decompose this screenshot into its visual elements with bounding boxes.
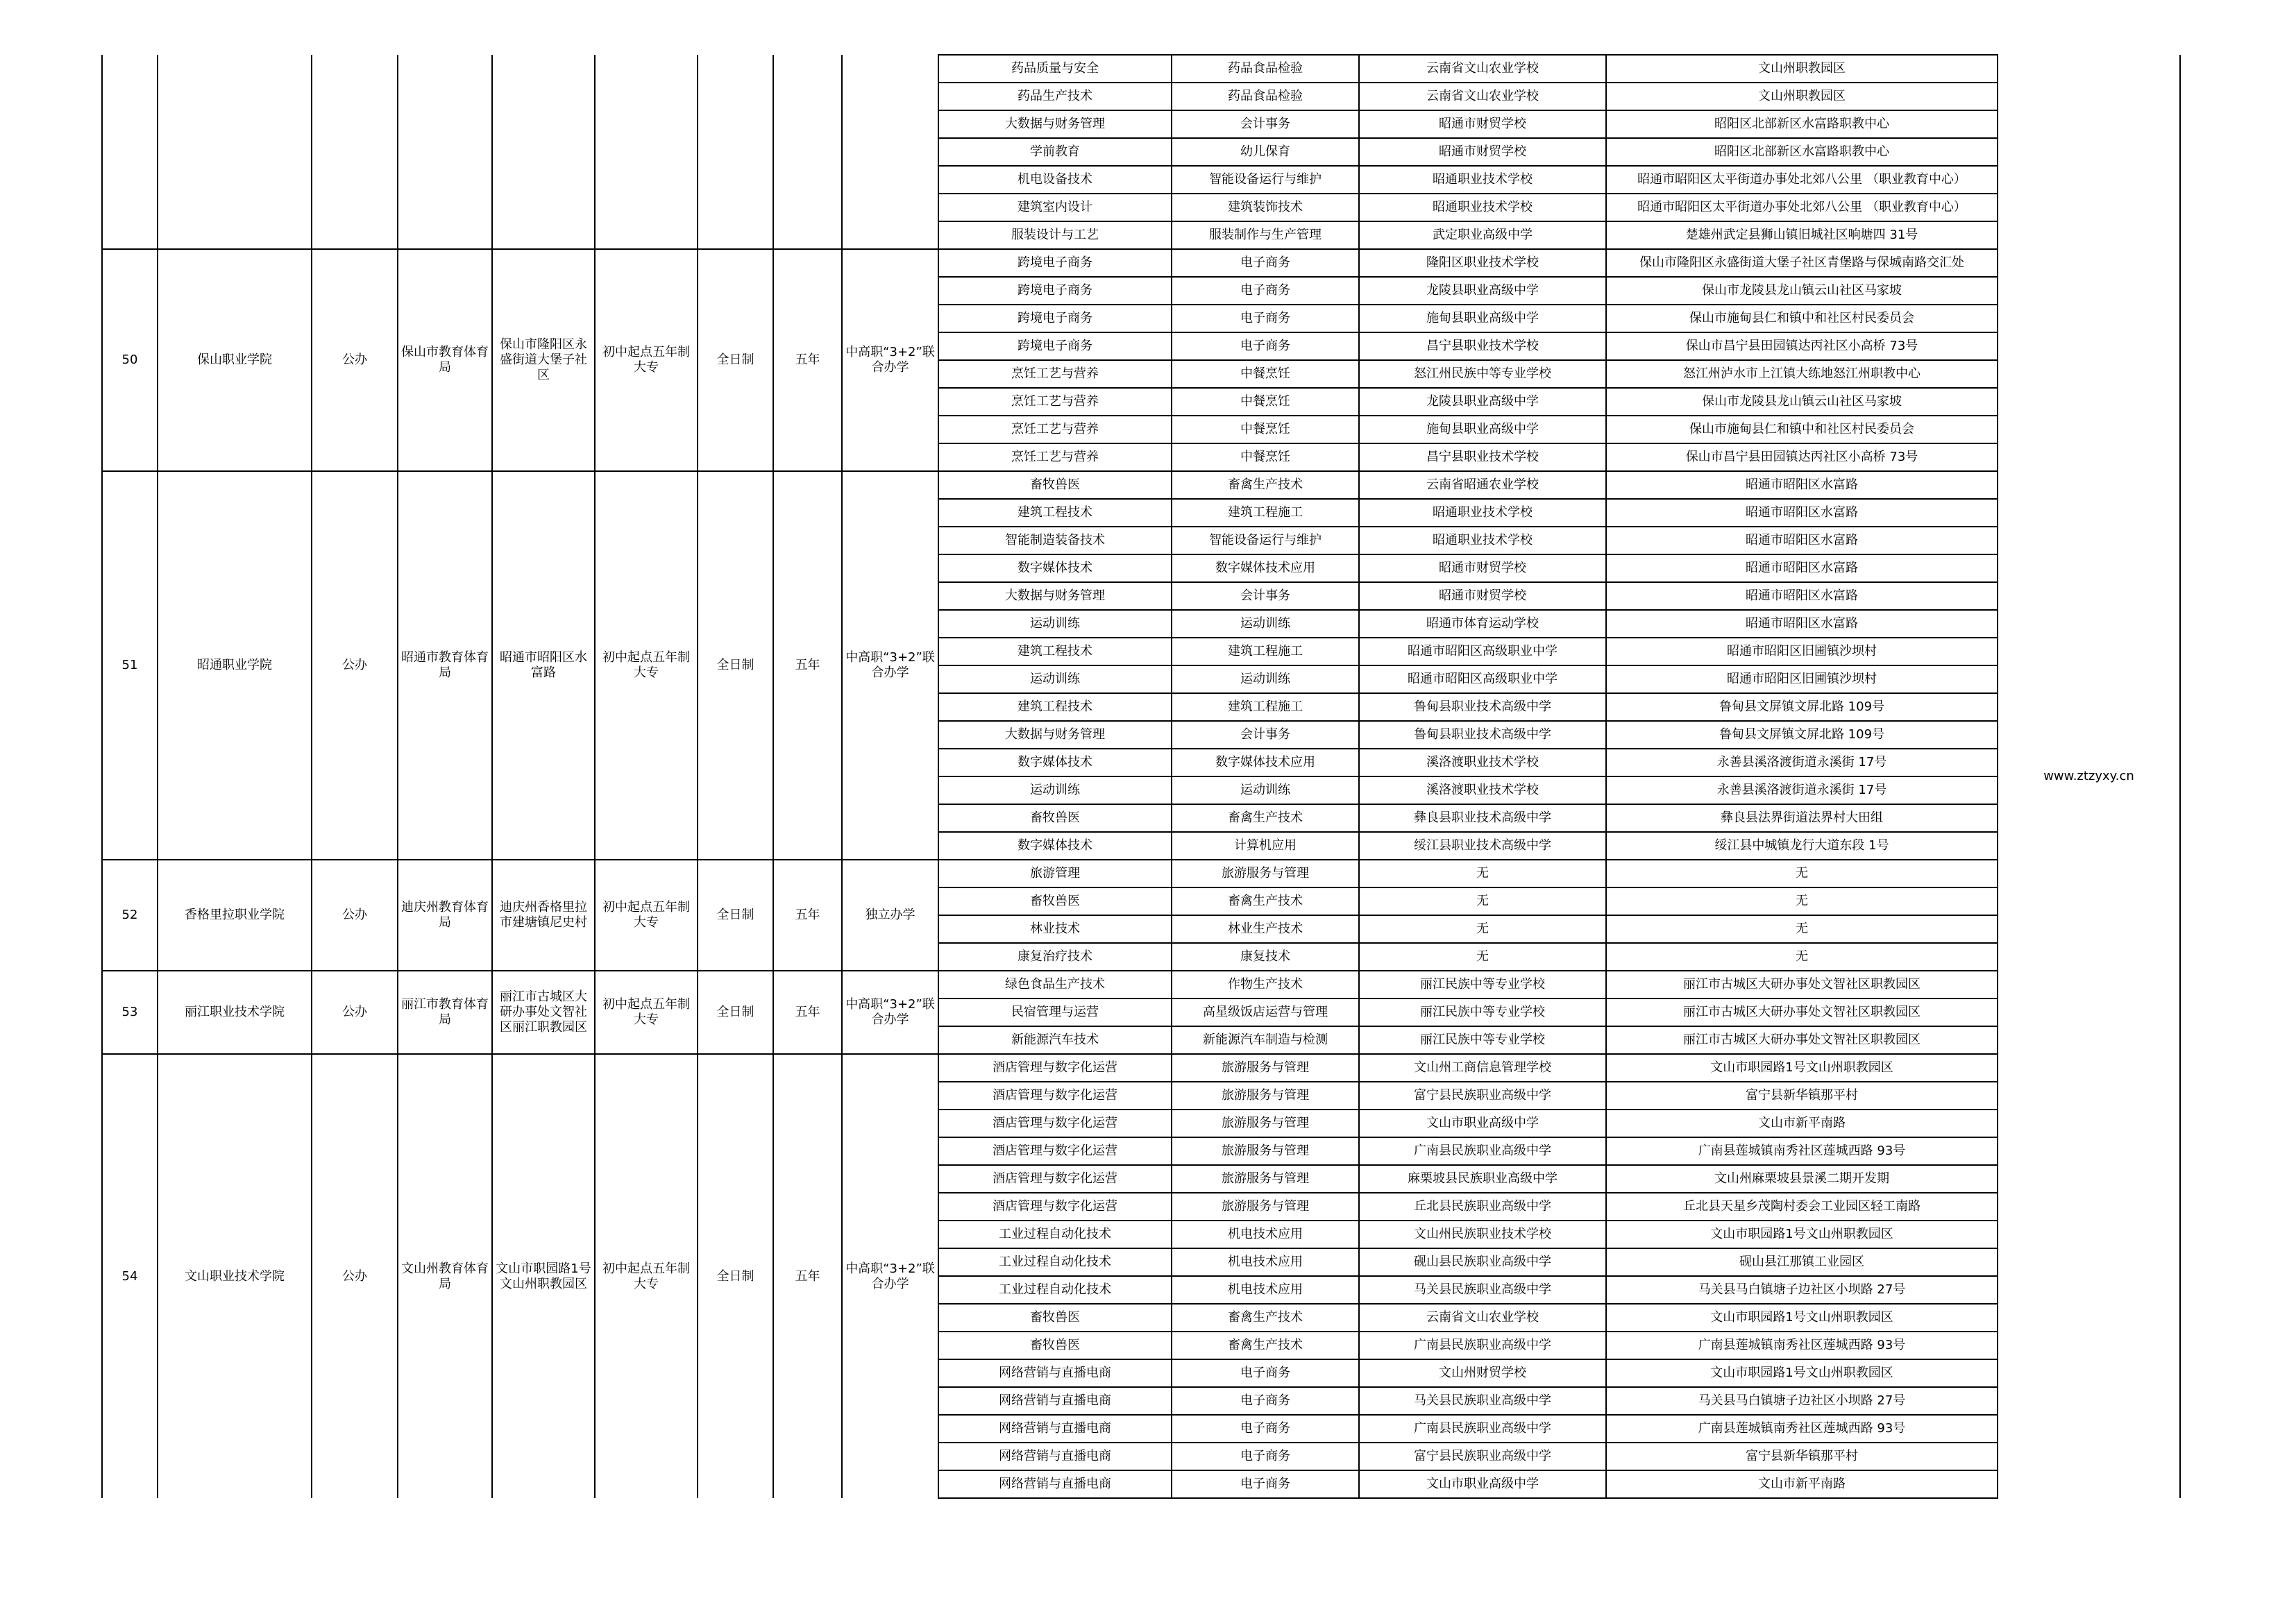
major-cell: 网络营销与直播电商	[938, 1443, 1172, 1470]
secondary-major-cell: 畜禽生产技术	[1172, 887, 1359, 915]
secondary-major-cell: 康复技术	[1172, 943, 1359, 971]
partner-address-cell: 昭通市昭阳区水富路	[1606, 610, 1998, 638]
school-id-cell	[102, 55, 158, 249]
major-cell: 康复治疗技术	[938, 943, 1172, 971]
partner-school-cell: 彝良县职业技术高级中学	[1359, 804, 1606, 832]
major-cell: 畜牧兽医	[938, 1332, 1172, 1359]
partner-school-cell: 昭通职业技术学校	[1359, 166, 1606, 194]
partner-school-cell: 云南省文山农业学校	[1359, 1304, 1606, 1332]
major-cell: 烹饪工艺与营养	[938, 443, 1172, 471]
major-cell: 建筑室内设计	[938, 194, 1172, 221]
partner-address-cell: 昭通市昭阳区旧圃镇沙坝村	[1606, 638, 1998, 665]
secondary-major-cell: 机电技术应用	[1172, 1248, 1359, 1276]
major-cell: 工业过程自动化技术	[938, 1276, 1172, 1304]
school-type-cell: 公办	[312, 249, 398, 471]
table-row	[102, 860, 2180, 887]
school-address-cell	[492, 55, 595, 249]
duration-cell: 五年	[773, 1054, 842, 1498]
school-name-cell: 丽江职业技术学院	[158, 971, 312, 1054]
major-cell: 网络营销与直播电商	[938, 1359, 1172, 1387]
major-cell: 工业过程自动化技术	[938, 1248, 1172, 1276]
secondary-major-cell: 数字媒体技术应用	[1172, 749, 1359, 776]
secondary-major-cell: 运动训练	[1172, 665, 1359, 693]
school-type-cell	[312, 55, 398, 249]
duration-cell: 五年	[773, 971, 842, 1054]
partner-address-cell: 文山市职园路1号文山州职教园区	[1606, 1304, 1998, 1332]
secondary-major-cell: 旅游服务与管理	[1172, 1054, 1359, 1082]
major-cell: 林业技术	[938, 915, 1172, 943]
study-mode-cell: 全日制	[698, 249, 773, 471]
partner-school-cell: 无	[1359, 887, 1606, 915]
table-row	[102, 471, 2180, 499]
authority-cell: 保山市教育体育局	[398, 249, 492, 471]
partner-address-cell: 马关县马白镇塘子边社区小坝路 27号	[1606, 1387, 1998, 1415]
partner-address-cell: 彝良县法界街道法界村大田组	[1606, 804, 1998, 832]
cooperation-cell: 中高职“3+2”联合办学	[842, 249, 938, 471]
partner-address-cell: 文山市职园路1号文山州职教园区	[1606, 1054, 1998, 1082]
major-cell: 建筑工程技术	[938, 638, 1172, 665]
partner-address-cell: 保山市龙陵县龙山镇云山社区马家坡	[1606, 388, 1998, 416]
partner-school-cell: 怒江州民族中等专业学校	[1359, 360, 1606, 388]
partner-address-cell: 保山市昌宁县田园镇达丙社区小高桥 73号	[1606, 443, 1998, 471]
partner-address-cell: 丽江市古城区大研办事处文智社区职教园区	[1606, 1026, 1998, 1054]
authority-cell: 文山州教育体育局	[398, 1054, 492, 1498]
partner-address-cell: 无	[1606, 943, 1998, 971]
partner-address-cell: 文山州麻栗坡县景溪二期开发期	[1606, 1165, 1998, 1193]
level-cell: 初中起点五年制大专	[595, 471, 698, 860]
partner-school-cell: 麻栗坡县民族职业高级中学	[1359, 1165, 1606, 1193]
school-type-cell: 公办	[312, 471, 398, 860]
secondary-major-cell: 建筑工程施工	[1172, 638, 1359, 665]
major-cell: 跨境电子商务	[938, 277, 1172, 305]
partner-address-cell: 无	[1606, 915, 1998, 943]
school-type-cell: 公办	[312, 860, 398, 971]
secondary-major-cell: 旅游服务与管理	[1172, 1137, 1359, 1165]
partner-address-cell: 丽江市古城区大研办事处文智社区职教园区	[1606, 999, 1998, 1026]
major-cell: 网络营销与直播电商	[938, 1470, 1172, 1498]
major-cell: 酒店管理与数字化运营	[938, 1110, 1172, 1137]
partner-school-cell: 丽江民族中等专业学校	[1359, 1026, 1606, 1054]
partner-address-cell: 文山市职园路1号文山州职教园区	[1606, 1359, 1998, 1387]
secondary-major-cell: 高星级饭店运营与管理	[1172, 999, 1359, 1026]
major-cell: 烹饪工艺与营养	[938, 416, 1172, 443]
major-cell: 建筑工程技术	[938, 499, 1172, 527]
secondary-major-cell: 旅游服务与管理	[1172, 1110, 1359, 1137]
secondary-major-cell: 智能设备运行与维护	[1172, 166, 1359, 194]
secondary-major-cell: 药品食品检验	[1172, 83, 1359, 110]
major-cell: 酒店管理与数字化运营	[938, 1137, 1172, 1165]
partner-address-cell: 昭通市昭阳区水富路	[1606, 499, 1998, 527]
partner-school-cell: 广南县民族职业高级中学	[1359, 1137, 1606, 1165]
secondary-major-cell: 会计事务	[1172, 721, 1359, 749]
secondary-major-cell: 旅游服务与管理	[1172, 1082, 1359, 1110]
partner-school-cell: 昭通市财贸学校	[1359, 138, 1606, 166]
major-cell: 工业过程自动化技术	[938, 1221, 1172, 1248]
partner-school-cell: 云南省文山农业学校	[1359, 55, 1606, 83]
table-row	[102, 55, 2180, 83]
partner-address-cell: 丘北县天星乡茂陶村委会工业园区轻工南路	[1606, 1193, 1998, 1221]
major-cell: 烹饪工艺与营养	[938, 360, 1172, 388]
partner-address-cell: 昭阳区北部新区水富路职教中心	[1606, 110, 1998, 138]
secondary-major-cell: 电子商务	[1172, 1415, 1359, 1443]
major-cell: 数字媒体技术	[938, 749, 1172, 776]
partner-address-cell: 昭阳区北部新区水富路职教中心	[1606, 138, 1998, 166]
partner-address-cell: 昭通市昭阳区太平街道办事处北郊八公里 （职业教育中心）	[1606, 166, 1998, 194]
cooperation-cell: 独立办学	[842, 860, 938, 971]
partner-address-cell: 昭通市昭阳区水富路	[1606, 554, 1998, 582]
partner-address-cell: 鲁甸县文屏镇文屏北路 109号	[1606, 693, 1998, 721]
secondary-major-cell: 建筑装饰技术	[1172, 194, 1359, 221]
partner-address-cell: 永善县溪洛渡街道永溪街 17号	[1606, 776, 1998, 804]
partner-school-cell: 施甸县职业高级中学	[1359, 416, 1606, 443]
school-name-cell: 文山职业技术学院	[158, 1054, 312, 1498]
partner-address-cell: 文山市职园路1号文山州职教园区	[1606, 1221, 1998, 1248]
major-cell: 药品质量与安全	[938, 55, 1172, 83]
duration-cell: 五年	[773, 249, 842, 471]
partner-school-cell: 绥江县职业技术高级中学	[1359, 832, 1606, 860]
partner-address-cell: 无	[1606, 887, 1998, 915]
partner-school-cell: 富宁县民族职业高级中学	[1359, 1082, 1606, 1110]
enrollment-table	[101, 54, 2181, 1499]
authority-cell: 迪庆州教育体育局	[398, 860, 492, 971]
partner-school-cell: 昭通市财贸学校	[1359, 554, 1606, 582]
partner-address-cell: 保山市隆阳区永盛街道大堡子社区青堡路与保城南路交汇处	[1606, 249, 1998, 277]
major-cell: 网络营销与直播电商	[938, 1415, 1172, 1443]
secondary-major-cell: 畜禽生产技术	[1172, 1304, 1359, 1332]
major-cell: 畜牧兽医	[938, 1304, 1172, 1332]
partner-school-cell: 云南省文山农业学校	[1359, 83, 1606, 110]
partner-school-cell: 昭通市昭阳区高级职业中学	[1359, 665, 1606, 693]
partner-school-cell: 昭通市体育运动学校	[1359, 610, 1606, 638]
partner-address-cell: 保山市龙陵县龙山镇云山社区马家坡	[1606, 277, 1998, 305]
partner-address-cell: 绥江县中城镇龙行大道东段 1号	[1606, 832, 1998, 860]
partner-school-cell: 昭通市财贸学校	[1359, 582, 1606, 610]
authority-cell: 丽江市教育体育局	[398, 971, 492, 1054]
partner-address-cell: 文山州职教园区	[1606, 83, 1998, 110]
secondary-major-cell: 机电技术应用	[1172, 1221, 1359, 1248]
secondary-major-cell: 畜禽生产技术	[1172, 1332, 1359, 1359]
major-cell: 跨境电子商务	[938, 305, 1172, 332]
school-id-cell: 51	[102, 471, 158, 860]
partner-school-cell: 昭通市财贸学校	[1359, 110, 1606, 138]
school-name-cell: 保山职业学院	[158, 249, 312, 471]
partner-school-cell: 溪洛渡职业技术学校	[1359, 776, 1606, 804]
partner-address-cell: 广南县莲城镇南秀社区莲城西路 93号	[1606, 1137, 1998, 1165]
partner-school-cell: 昭通职业技术学校	[1359, 499, 1606, 527]
school-address-cell: 文山市职园路1号文山州职教园区	[492, 1054, 595, 1498]
major-cell: 跨境电子商务	[938, 332, 1172, 360]
partner-school-cell: 昭通职业技术学校	[1359, 194, 1606, 221]
major-cell: 畜牧兽医	[938, 804, 1172, 832]
secondary-major-cell: 会计事务	[1172, 582, 1359, 610]
school-address-cell: 丽江市古城区大研办事处文智社区丽江职教园区	[492, 971, 595, 1054]
secondary-major-cell: 数字媒体技术应用	[1172, 554, 1359, 582]
cooperation-cell: 中高职“3+2”联合办学	[842, 971, 938, 1054]
secondary-major-cell: 计算机应用	[1172, 832, 1359, 860]
cooperation-cell: 中高职“3+2”联合办学	[842, 1054, 938, 1498]
partner-address-cell: 昭通市昭阳区水富路	[1606, 471, 1998, 499]
partner-school-cell: 文山州工商信息管理学校	[1359, 1054, 1606, 1082]
school-type-cell: 公办	[312, 971, 398, 1054]
school-id-cell: 54	[102, 1054, 158, 1498]
partner-address-cell: 马关县马白镇塘子边社区小坝路 27号	[1606, 1276, 1998, 1304]
major-cell: 酒店管理与数字化运营	[938, 1193, 1172, 1221]
secondary-major-cell: 电子商务	[1172, 249, 1359, 277]
major-cell: 跨境电子商务	[938, 249, 1172, 277]
partner-school-cell: 丽江民族中等专业学校	[1359, 971, 1606, 999]
secondary-major-cell: 作物生产技术	[1172, 971, 1359, 999]
partner-school-cell: 无	[1359, 943, 1606, 971]
partner-school-cell: 广南县民族职业高级中学	[1359, 1415, 1606, 1443]
school-address-cell: 昭通市昭阳区水富路	[492, 471, 595, 860]
school-id-cell: 52	[102, 860, 158, 971]
secondary-major-cell: 林业生产技术	[1172, 915, 1359, 943]
table-row	[102, 1054, 2180, 1082]
secondary-major-cell: 新能源汽车制造与检测	[1172, 1026, 1359, 1054]
partner-school-cell: 昭通职业技术学校	[1359, 527, 1606, 554]
authority-cell	[398, 55, 492, 249]
secondary-major-cell: 电子商务	[1172, 1470, 1359, 1498]
partner-address-cell: 保山市施甸县仁和镇中和社区村民委员会	[1606, 416, 1998, 443]
level-cell	[595, 55, 698, 249]
major-cell: 酒店管理与数字化运营	[938, 1054, 1172, 1082]
major-cell: 数字媒体技术	[938, 554, 1172, 582]
secondary-major-cell: 服装制作与生产管理	[1172, 221, 1359, 249]
school-name-cell	[158, 55, 312, 249]
secondary-major-cell: 建筑工程施工	[1172, 693, 1359, 721]
partner-address-cell: 无	[1606, 860, 1998, 887]
major-cell: 网络营销与直播电商	[938, 1387, 1172, 1415]
partner-school-cell: 马关县民族职业高级中学	[1359, 1276, 1606, 1304]
major-cell: 建筑工程技术	[938, 693, 1172, 721]
partner-school-cell: 文山州财贸学校	[1359, 1359, 1606, 1387]
partner-school-cell: 昌宁县职业技术学校	[1359, 332, 1606, 360]
secondary-major-cell: 畜禽生产技术	[1172, 471, 1359, 499]
study-mode-cell: 全日制	[698, 971, 773, 1054]
partner-school-cell: 溪洛渡职业技术学校	[1359, 749, 1606, 776]
major-cell: 运动训练	[938, 665, 1172, 693]
partner-address-cell: 昭通市昭阳区水富路	[1606, 527, 1998, 554]
secondary-major-cell: 幼儿保育	[1172, 138, 1359, 166]
secondary-major-cell: 畜禽生产技术	[1172, 804, 1359, 832]
major-cell: 畜牧兽医	[938, 887, 1172, 915]
school-address-cell: 迪庆州香格里拉市建塘镇尼史村	[492, 860, 595, 971]
partner-school-cell: 无	[1359, 860, 1606, 887]
school-id-cell: 50	[102, 249, 158, 471]
secondary-major-cell: 中餐烹饪	[1172, 416, 1359, 443]
partner-school-cell: 施甸县职业高级中学	[1359, 305, 1606, 332]
major-cell: 绿色食品生产技术	[938, 971, 1172, 999]
partner-address-cell: 广南县莲城镇南秀社区莲城西路 93号	[1606, 1415, 1998, 1443]
secondary-major-cell: 旅游服务与管理	[1172, 860, 1359, 887]
partner-address-cell: 怒江州泸水市上江镇大练地怒江州职教中心	[1606, 360, 1998, 388]
major-cell: 新能源汽车技术	[938, 1026, 1172, 1054]
major-cell: 大数据与财务管理	[938, 582, 1172, 610]
major-cell: 酒店管理与数字化运营	[938, 1082, 1172, 1110]
partner-school-cell: 云南省昭通农业学校	[1359, 471, 1606, 499]
major-cell: 大数据与财务管理	[938, 721, 1172, 749]
level-cell: 初中起点五年制大专	[595, 971, 698, 1054]
partner-address-cell: 文山市新平南路	[1606, 1470, 1998, 1498]
partner-address-cell: 文山州职教园区	[1606, 55, 1998, 83]
partner-school-cell: 丽江民族中等专业学校	[1359, 999, 1606, 1026]
website-cell: www.ztzyxy.cn	[1998, 55, 2180, 1498]
partner-school-cell: 昭通市昭阳区高级职业中学	[1359, 638, 1606, 665]
partner-school-cell: 昌宁县职业技术学校	[1359, 443, 1606, 471]
secondary-major-cell: 电子商务	[1172, 1359, 1359, 1387]
secondary-major-cell: 电子商务	[1172, 277, 1359, 305]
partner-address-cell: 永善县溪洛渡街道永溪街 17号	[1606, 749, 1998, 776]
secondary-major-cell: 运动训练	[1172, 610, 1359, 638]
partner-address-cell: 富宁县新华镇那平村	[1606, 1082, 1998, 1110]
study-mode-cell: 全日制	[698, 471, 773, 860]
secondary-major-cell: 建筑工程施工	[1172, 499, 1359, 527]
partner-school-cell: 马关县民族职业高级中学	[1359, 1387, 1606, 1415]
partner-address-cell: 昭通市昭阳区太平街道办事处北郊八公里 （职业教育中心）	[1606, 194, 1998, 221]
partner-school-cell: 鲁甸县职业技术高级中学	[1359, 721, 1606, 749]
partner-school-cell: 丘北县民族职业高级中学	[1359, 1193, 1606, 1221]
partner-school-cell: 武定职业高级中学	[1359, 221, 1606, 249]
partner-school-cell: 广南县民族职业高级中学	[1359, 1332, 1606, 1359]
partner-school-cell: 龙陵县职业高级中学	[1359, 277, 1606, 305]
partner-address-cell: 砚山县江那镇工业园区	[1606, 1248, 1998, 1276]
partner-school-cell: 龙陵县职业高级中学	[1359, 388, 1606, 416]
major-cell: 酒店管理与数字化运营	[938, 1165, 1172, 1193]
partner-address-cell: 保山市昌宁县田园镇达丙社区小高桥 73号	[1606, 332, 1998, 360]
secondary-major-cell: 旅游服务与管理	[1172, 1165, 1359, 1193]
cooperation-cell: 中高职“3+2”联合办学	[842, 471, 938, 860]
partner-school-cell: 文山市职业高级中学	[1359, 1110, 1606, 1137]
secondary-major-cell: 中餐烹饪	[1172, 388, 1359, 416]
secondary-major-cell: 机电技术应用	[1172, 1276, 1359, 1304]
study-mode-cell	[698, 55, 773, 249]
secondary-major-cell: 药品食品检验	[1172, 55, 1359, 83]
partner-address-cell: 鲁甸县文屏镇文屏北路 109号	[1606, 721, 1998, 749]
partner-address-cell: 昭通市昭阳区旧圃镇沙坝村	[1606, 665, 1998, 693]
level-cell: 初中起点五年制大专	[595, 860, 698, 971]
major-cell: 民宿管理与运营	[938, 999, 1172, 1026]
cooperation-cell	[842, 55, 938, 249]
major-cell: 服装设计与工艺	[938, 221, 1172, 249]
major-cell: 学前教育	[938, 138, 1172, 166]
partner-school-cell: 文山市职业高级中学	[1359, 1470, 1606, 1498]
level-cell: 初中起点五年制大专	[595, 249, 698, 471]
secondary-major-cell: 旅游服务与管理	[1172, 1193, 1359, 1221]
school-name-cell: 昭通职业学院	[158, 471, 312, 860]
major-cell: 运动训练	[938, 610, 1172, 638]
secondary-major-cell: 会计事务	[1172, 110, 1359, 138]
secondary-major-cell: 中餐烹饪	[1172, 360, 1359, 388]
major-cell: 机电设备技术	[938, 166, 1172, 194]
partner-address-cell: 富宁县新华镇那平村	[1606, 1443, 1998, 1470]
duration-cell	[773, 55, 842, 249]
school-id-cell: 53	[102, 971, 158, 1054]
secondary-major-cell: 电子商务	[1172, 1387, 1359, 1415]
major-cell: 智能制造装备技术	[938, 527, 1172, 554]
partner-address-cell: 广南县莲城镇南秀社区莲城西路 93号	[1606, 1332, 1998, 1359]
secondary-major-cell: 中餐烹饪	[1172, 443, 1359, 471]
table-row	[102, 249, 2180, 277]
school-name-cell: 香格里拉职业学院	[158, 860, 312, 971]
major-cell: 烹饪工艺与营养	[938, 388, 1172, 416]
major-cell: 运动训练	[938, 776, 1172, 804]
school-type-cell: 公办	[312, 1054, 398, 1498]
secondary-major-cell: 运动训练	[1172, 776, 1359, 804]
duration-cell: 五年	[773, 471, 842, 860]
partner-school-cell: 富宁县民族职业高级中学	[1359, 1443, 1606, 1470]
school-address-cell: 保山市隆阳区永盛街道大堡子社区	[492, 249, 595, 471]
partner-address-cell: 丽江市古城区大研办事处文智社区职教园区	[1606, 971, 1998, 999]
secondary-major-cell: 智能设备运行与维护	[1172, 527, 1359, 554]
secondary-major-cell: 电子商务	[1172, 332, 1359, 360]
partner-school-cell: 隆阳区职业技术学校	[1359, 249, 1606, 277]
authority-cell: 昭通市教育体育局	[398, 471, 492, 860]
partner-school-cell: 砚山县民族职业高级中学	[1359, 1248, 1606, 1276]
study-mode-cell: 全日制	[698, 1054, 773, 1498]
major-cell: 畜牧兽医	[938, 471, 1172, 499]
partner-school-cell: 鲁甸县职业技术高级中学	[1359, 693, 1606, 721]
level-cell: 初中起点五年制大专	[595, 1054, 698, 1498]
study-mode-cell: 全日制	[698, 860, 773, 971]
partner-address-cell: 楚雄州武定县狮山镇旧城社区响塘四 31号	[1606, 221, 1998, 249]
partner-address-cell: 保山市施甸县仁和镇中和社区村民委员会	[1606, 305, 1998, 332]
partner-school-cell: 无	[1359, 915, 1606, 943]
major-cell: 数字媒体技术	[938, 832, 1172, 860]
secondary-major-cell: 电子商务	[1172, 305, 1359, 332]
table-row	[102, 971, 2180, 999]
partner-address-cell: 文山市新平南路	[1606, 1110, 1998, 1137]
major-cell: 大数据与财务管理	[938, 110, 1172, 138]
major-cell: 旅游管理	[938, 860, 1172, 887]
duration-cell: 五年	[773, 860, 842, 971]
partner-address-cell: 昭通市昭阳区水富路	[1606, 582, 1998, 610]
partner-school-cell: 文山州民族职业技术学校	[1359, 1221, 1606, 1248]
secondary-major-cell: 电子商务	[1172, 1443, 1359, 1470]
major-cell: 药品生产技术	[938, 83, 1172, 110]
